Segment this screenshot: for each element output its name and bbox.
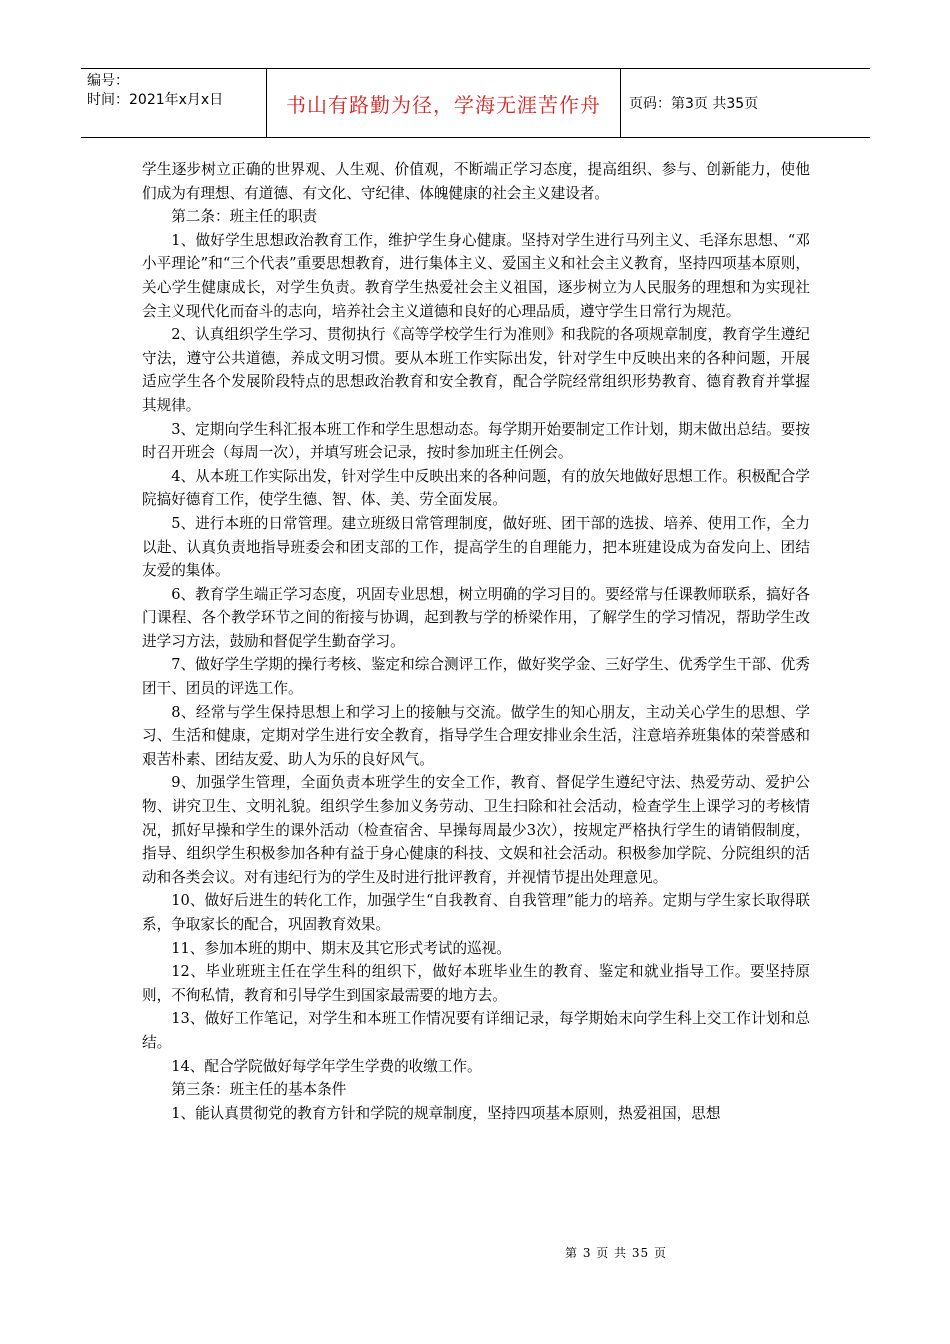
paragraph: 1、做好学生思想政治教育工作，维护学生身心健康。坚持对学生进行马列主义、毛泽东思想、“邓小平理论”和“三个代表”重要思想教育，进行集体主义、爱国主义和社会主义教育，坚持四项基本原则，关心学生健康成长，对学生负责。教育学生热爱社会主义祖国，逐步树立为人民服务的理想和为实现社会主义现代化而奋斗的志向，培养社会主义道德和良好的心理品质，遵守学生日常行为规范。 <box>142 231 810 320</box>
paragraph: 7、做好学生学期的操行考核、鉴定和综合测评工作，做好奖学金、三好学生、优秀学生干部、优秀团干、团员的评选工作。 <box>142 656 810 698</box>
paragraph: 12、毕业班班主任在学生科的组织下，做好本班毕业生的教育、鉴定和就业指导工作。要坚持原则，不徇私情，教育和引导学生到国家最需要的地方去。 <box>142 963 810 1004</box>
paragraph: 14、配合学院做好每学年学生学费的收缴工作。 <box>171 1057 482 1075</box>
paragraph: 1、能认真贯彻党的教育方针和学院的规章制度，坚持四项基本原则，热爱祖国，思想 <box>171 1104 721 1122</box>
header-meta <box>81 69 267 137</box>
document-body <box>142 158 810 1125</box>
number-label: 编号： <box>87 73 129 89</box>
page-footer: 第 3 页 共 35 页 <box>565 1246 667 1260</box>
paragraph: 11、参加本班的期中、期末及其它形式考试的巡视。 <box>171 939 511 957</box>
paragraph: 13、做好工作笔记，对学生和本班工作情况要有详细记录，每学期始末向学生科上交工作计划和总结。 <box>142 1010 810 1051</box>
paragraph: 2、认真组织学生学习、贯彻执行《高等学校学生行为准则》和我院的各项规章制度，教育学生遵纪守法，遵守公共道德，养成文明习惯。要从本班工作实际出发，针对学生中反映出来的各种问题，开展适应学生各个发展阶段特点的思想政治教育和安全教育，配合学院经常组织形势教育、德育教育并掌握其规律。 <box>142 326 810 414</box>
header-motto: 书山有路勤为径，学海无涯苦作舟 <box>267 69 621 137</box>
paragraph: 8、经常与学生保持思想上和学习上的接触与交流。做学生的知心朋友，主动关心学生的思想、学习、生活和健康，定期对学生进行安全教育，指导学生合理安排业余生活，注意培养班集体的荣誉感和艰苦朴素、团结友爱、助人为乐的良好风气。 <box>142 703 810 768</box>
paragraph: 4、从本班工作实际出发，针对学生中反映出来的各种问题，有的放矢地做好思想工作。积极配合学院搞好德育工作，使学生德、智、体、美、劳全面发展。 <box>142 467 810 509</box>
paragraph: 9、加强学生管理，全面负责本班学生的安全工作，教育、督促学生遵纪守法、热爱劳动、爱护公物、讲究卫生、文明礼貌。组织学生参加义务劳动、卫生扫除和社会活动，检查学生上课学习的考核情况，抓好早操和学生的课外活动（检查宿舍、早操每周最少3次），按规定严格执行学生的请销假制度，指导、组织学生积极参加各种有益于身心健康的科技、文娱和社会活动。积极参加学院、分院组织的活动和各类会议。对有违纪行为的学生及时进行批评教育，并视情节提出处理意见。 <box>142 774 810 886</box>
header-page-info: 页码：第3页 共35页 <box>629 96 759 112</box>
paragraph: 10、做好后进生的转化工作，加强学生“自我教育、自我管理”能力的培养。定期与学生家长取得联系，争取家长的配合，巩固教育效果。 <box>142 892 810 933</box>
section-heading: 第二条：班主任的职责 <box>171 208 318 226</box>
paragraph: 5、进行本班的日常管理。建立班级日常管理制度，做好班、团干部的选拔、培养、使用工作，全力以赴、认真负责地指导班委会和团支部的工作，提高学生的自理能力，把本班建设成为奋发向上、团结友爱的集体。 <box>142 514 810 580</box>
page-header <box>81 68 870 138</box>
paragraph: 学生逐步树立正确的世界观、人生观、价值观，不断端正学习态度，提高组织、参与、创新能力，使他们成为有理想、有道德、有文化、守纪律、体魄健康的社会主义建设者。 <box>142 161 810 202</box>
paragraph: 6、教育学生端正学习态度，巩固专业思想，树立明确的学习目的。要经常与任课教师联系，搞好各门课程、各个教学环节之间的衔接与协调，起到教与学的桥梁作用，了解学生的学习情况，帮助学生改进学习方法，鼓励和督促学生勤奋学习。 <box>142 585 810 650</box>
time-label: 时间：2021年x月x日 <box>87 92 224 108</box>
section-heading: 第三条：班主任的基本条件 <box>171 1081 347 1099</box>
paragraph: 3、定期向学生科汇报本班工作和学生思想动态。每学期开始要制定工作计划，期末做出总结。要按时召开班会（每周一次），并填写班会记录，按时参加班主任例会。 <box>142 420 810 462</box>
